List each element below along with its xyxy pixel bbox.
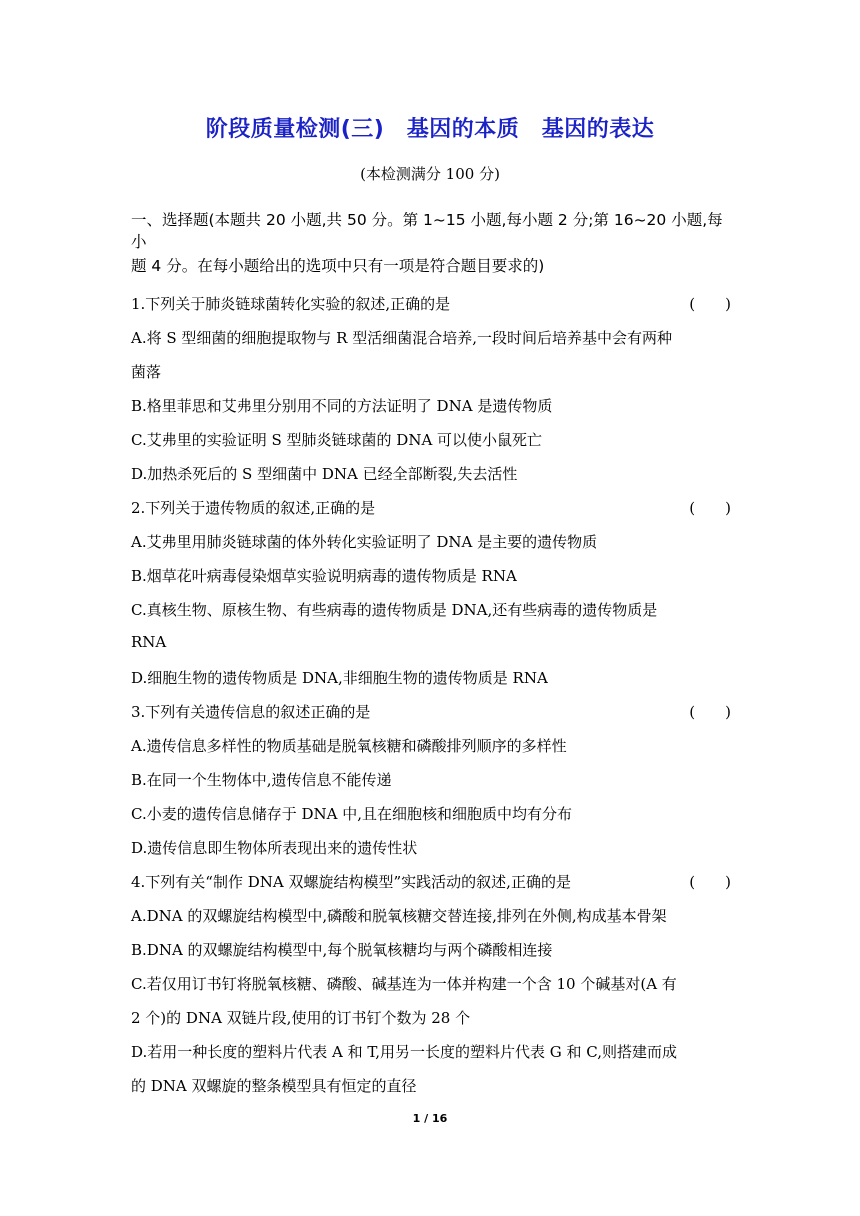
option-text: A.艾弗里用肺炎链球菌的体外转化实验证明了 DNA 是主要的遗传物质	[131, 533, 598, 551]
option-text: D.遗传信息即生物体所表现出来的遗传性状	[131, 839, 418, 857]
option-text: D.加热杀死后的 S 型细菌中 DNA 已经全部断裂,失去活性	[131, 465, 518, 483]
option-text: RNA	[131, 633, 167, 651]
answer-paren: ( )	[689, 499, 731, 517]
question-2-stem-row	[131, 497, 731, 518]
option-text: A.遗传信息多样性的物质基础是脱氧核糖和磷酸排列顺序的多样性	[131, 737, 567, 755]
option-text: 2 个)的 DNA 双链片段,使用的订书钉个数为 28 个	[131, 1009, 471, 1027]
option-text: B.在同一个生物体中,遗传信息不能传递	[131, 771, 392, 789]
option-text: D.若用一种长度的塑料片代表 A 和 T,用另一长度的塑料片代表 G 和 C,则搭建而成	[131, 1043, 677, 1061]
question-2-stem: 2.下列关于遗传物质的叙述,正确的是	[131, 499, 376, 517]
option-text: A.将 S 型细菌的细胞提取物与 R 型活细菌混合培养,一段时间后培养基中会有两种	[131, 329, 673, 347]
section-heading-line2: 题 4 分。在每小题给出的选项中只有一项是符合题目要求的)	[131, 257, 545, 275]
option-text: B.DNA 的双螺旋结构模型中,每个脱氧核糖均与两个磷酸相连接	[131, 941, 553, 959]
question-1-stem-row	[131, 293, 731, 314]
option-text: D.细胞生物的遗传物质是 DNA,非细胞生物的遗传物质是 RNA	[131, 669, 548, 687]
option-text: B.烟草花叶病毒侵染烟草实验说明病毒的遗传物质是 RNA	[131, 567, 517, 585]
option-text: C.小麦的遗传信息储存于 DNA 中,且在细胞核和细胞质中均有分布	[131, 805, 573, 823]
option-text: C.艾弗里的实验证明 S 型肺炎链球菌的 DNA 可以使小鼠死亡	[131, 431, 543, 449]
question-4-stem: 4.下列有关“制作 DNA 双螺旋结构模型”实践活动的叙述,正确的是	[131, 873, 571, 891]
option-text: 菌落	[131, 363, 162, 381]
option-text: C.真核生物、原核生物、有些病毒的遗传物质是 DNA,还有些病毒的遗传物质是	[131, 601, 658, 619]
option-text: C.若仅用订书钉将脱氧核糖、磷酸、碱基连为一体并构建一个含 10 个碱基对(A 有	[131, 975, 677, 993]
question-3-stem-row	[131, 701, 731, 722]
question-1-stem: 1.下列关于肺炎链球菌转化实验的叙述,正确的是	[131, 295, 451, 313]
page-title: 阶段质量检测(三) 基因的本质 基因的表达	[205, 117, 655, 142]
page-subtitle: (本检测满分 100 分)	[360, 165, 500, 183]
section-heading-line1: 一、选择题(本题共 20 小题,共 50 分。第 1~15 小题,每小题 2 分;第 16~20 小题,每小	[131, 211, 723, 251]
answer-paren: ( )	[689, 873, 731, 891]
page-number: 1 / 16	[412, 1112, 448, 1125]
answer-paren: ( )	[689, 295, 731, 313]
option-text: A.DNA 的双螺旋结构模型中,磷酸和脱氧核糖交替连接,排列在外侧,构成基本骨架	[131, 907, 667, 925]
option-text: B.格里菲思和艾弗里分别用不同的方法证明了 DNA 是遗传物质	[131, 397, 553, 415]
question-4-stem-row	[131, 871, 731, 892]
answer-paren: ( )	[689, 703, 731, 721]
option-text: 的 DNA 双螺旋的整条模型具有恒定的直径	[131, 1077, 417, 1095]
question-3-stem: 3.下列有关遗传信息的叙述正确的是	[131, 703, 371, 721]
